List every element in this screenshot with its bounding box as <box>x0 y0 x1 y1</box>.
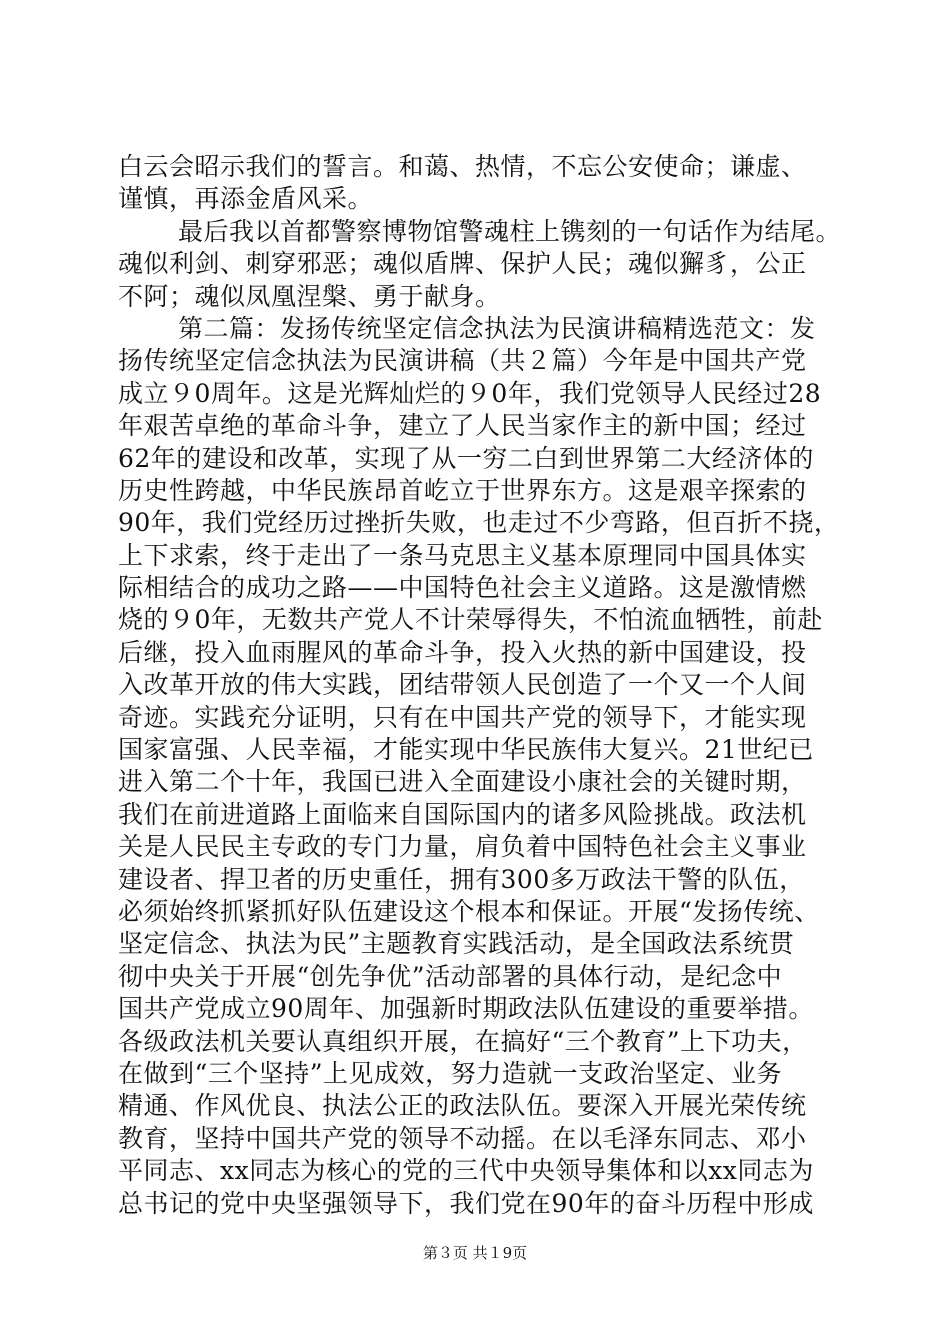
text-line: 必须始终抓紧抓好队伍建设这个根本和保证。开展“发扬传统、 <box>118 896 820 926</box>
text-line: 白云会昭示我们的誓言。和蔼、热情，不忘公安使命；谦虚、 <box>118 152 807 181</box>
text-line: 教育，坚持中国共产党的领导不动摇。在以毛泽东同志、邓小 <box>118 1123 807 1153</box>
text-line: 90年，我们党经历过挫折失败，也走过不少弯路，但百折不挠， <box>118 508 840 538</box>
text-line: 年艰苦卓绝的革命斗争，建立了人民当家作主的新中国；经过 <box>118 411 807 441</box>
text-line: 入改革开放的伟大实践，团结带领人民创造了一个又一个人间 <box>118 670 807 700</box>
text-line: 国家富强、人民幸福，才能实现中华民族伟大复兴。21世纪已 <box>118 735 814 765</box>
text-line: 奇迹。实践充分证明，只有在中国共产党的领导下，才能实现 <box>118 702 807 732</box>
text-line: 各级政法机关要认真组织开展，在搞好“三个教育”上下功夫， <box>118 1026 808 1056</box>
text-line: 国共产党成立90周年、加强新时期政法队伍建设的重要举措。 <box>118 994 814 1024</box>
text-line: 62年的建设和改革，实现了从一穷二白到世界第二大经济体的 <box>118 443 814 473</box>
text-line: 最后我以首都警察博物馆警魂柱上镌刻的一句话作为结尾。 <box>178 216 842 246</box>
text-line: 精通、作风优良、执法公正的政法队伍。要深入开展光荣传统 <box>118 1091 807 1121</box>
text-line: 我们在前进道路上面临来自国际国内的诸多风险挑战。政法机 <box>118 799 807 829</box>
document-body <box>118 151 856 1220</box>
text-line: 总书记的党中央坚强领导下，我们党在90年的奋斗历程中形成 <box>118 1188 814 1218</box>
text-line: 不阿；魂似凤凰涅槃、勇于献身。 <box>118 281 501 311</box>
text-line: 际相结合的成功之路——中国特色社会主义道路。这是激情燃 <box>118 573 807 603</box>
text-line: 魂似利剑、刺穿邪恶；魂似盾牌、保护人民；魂似獬豸，公正 <box>118 249 807 279</box>
text-line: 上下求索，终于走出了一条马克思主义基本原理同中国具体实 <box>118 540 807 570</box>
text-line: 关是人民民主专政的专门力量，肩负着中国特色社会主义事业 <box>118 832 807 862</box>
text-line: 建设者、捍卫者的历史重任，拥有300多万政法干警的队伍， <box>118 864 805 894</box>
text-line: 谨慎，再添金盾风采。 <box>118 184 374 214</box>
text-line: 第二篇：发扬传统坚定信念执法为民演讲稿精选范文：发 <box>178 313 816 343</box>
text-line: 平同志、xx同志为核心的党的三代中央领导集体和以xx同志为 <box>118 1156 814 1186</box>
text-line: 进入第二个十年，我国已进入全面建设小康社会的关键时期， <box>118 767 807 797</box>
text-line: 坚定信念、执法为民”主题教育实践活动，是全国政法系统贯 <box>118 929 795 959</box>
page-footer <box>0 1243 950 1263</box>
text-line: 彻中央关于开展“创先争优”活动部署的具体行动，是纪念中 <box>118 961 783 991</box>
text-line: 扬传统坚定信念执法为民演讲稿（共２篇）今年是中国共产党 <box>118 346 807 376</box>
text-line: 烧的９0年，无数共产党人不计荣辱得失，不怕流血牺牲，前赴 <box>118 605 823 635</box>
page-number-label: 第３页 共１9页 <box>422 1244 528 1262</box>
text-line: 历史性跨越，中华民族昂首屹立于世界东方。这是艰辛探索的 <box>118 475 807 505</box>
text-line: 后继，投入血雨腥风的革命斗争，投入火热的新中国建设，投 <box>118 637 807 667</box>
text-line: 成立９0周年。这是光辉灿烂的９0年，我们党领导人民经过28 <box>118 378 822 408</box>
text-line: 在做到“三个坚持”上见成效，努力造就一支政治坚定、业务 <box>118 1058 783 1088</box>
